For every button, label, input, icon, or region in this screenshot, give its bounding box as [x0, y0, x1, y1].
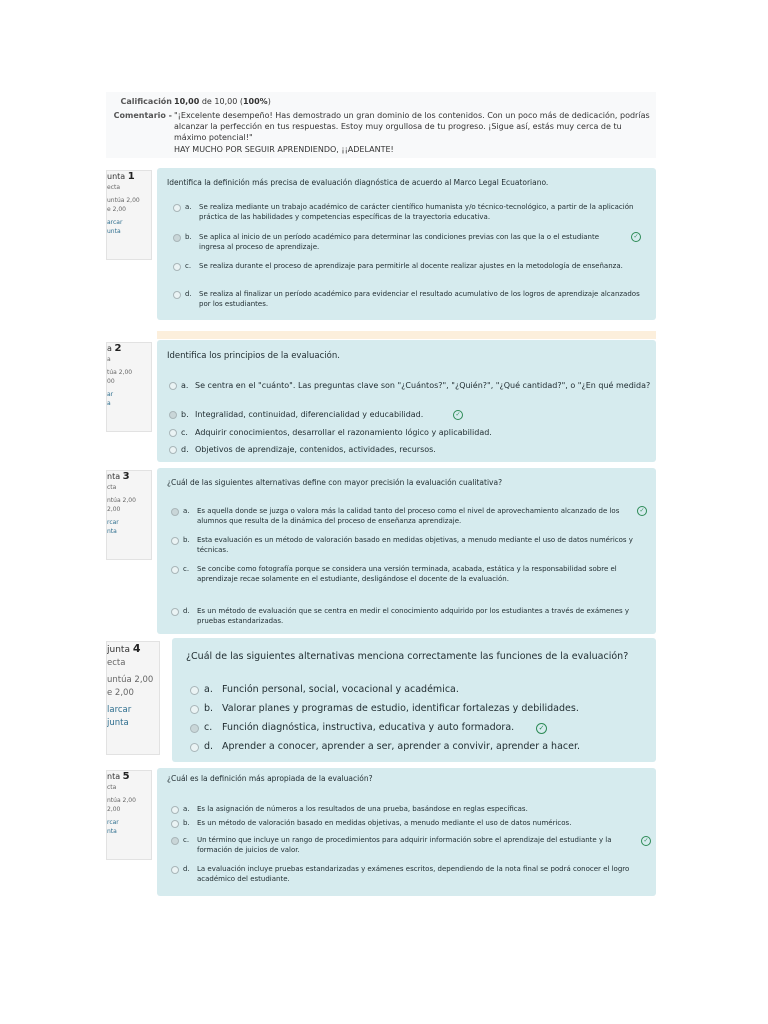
radio-icon[interactable] — [190, 743, 199, 752]
question-max-score: 2,00 — [107, 806, 121, 813]
flag-question-link[interactable]: larcar — [107, 705, 132, 715]
flag-question-link[interactable]: ar — [107, 391, 114, 398]
radio-icon[interactable] — [169, 382, 177, 390]
check-circle-icon: ✓ — [637, 506, 647, 516]
radio-icon[interactable] — [169, 429, 177, 437]
question-text: Identifica los principios de la evaluación. — [167, 351, 340, 361]
grade-row — [106, 96, 656, 107]
radio-icon[interactable] — [171, 608, 179, 616]
radio-icon[interactable] — [169, 411, 177, 419]
question-card-3: ¿Cuál de las siguientes alternativas define con mayor precisión la evaluación cualitativa? a. Es aquella donde se juzga o valora más la calidad tanto del proceso como el nivel de aprovechamiento alcanzado de los alumnos que resulta de la dinámica del proceso de enseñanza aprendizaje. ✓ b. Esta evaluación es un método de valoración basado en medidas objetivas, a menudo mediante el uso de datos numéricos y técnicas. c. Se concibe como fotografía porque se considera una versión terminada, acabada, estática y la responsabilidad sobre el aprendizaje recae solamente en el estudiante, desligándose el docente de la evaluación. d. Es un método de evaluación que se centra en medir el conocimiento adquirido por los estudiantes a través de exámenes y pruebas estandarizadas. — [157, 468, 656, 634]
question-number: nta 5 — [107, 771, 130, 782]
radio-icon[interactable] — [171, 537, 179, 545]
question-text: ¿Cuál de las siguientes alternativas menciona correctamente las funciones de la evaluación? — [186, 651, 629, 662]
check-circle-icon: ✓ — [536, 723, 547, 734]
question-state: a — [107, 356, 111, 363]
flag-question-link[interactable]: rcar — [107, 519, 119, 526]
grade-value: 10,00 de 10,00 (100%) — [174, 97, 271, 106]
radio-icon[interactable] — [173, 263, 181, 271]
radio-icon[interactable] — [171, 866, 179, 874]
question-max-score: 00 — [107, 378, 115, 385]
flag-question-link-2[interactable]: nta — [107, 828, 117, 835]
question-state: ecta — [107, 184, 121, 191]
question-text: Identifica la definición más precisa de evaluación diagnóstica de acuerdo al Marco Legal Ecuatoriano. — [167, 178, 549, 187]
question-card-2: Identifica los principios de la evaluación. a. Se centra en el "cuánto". Las preguntas clave son "¿Cuántos?", "¿Quién?", "¿Qué cantidad?", o "¿En qué medida? b. Integralidad, continuidad, diferencialidad y educabilidad. ✓ c. Adquirir conocimientos, desarrollar el razonamiento lógico y aplicabilidad. d. Objetivos de aprendizaje, contenidos, actividades, recursos. — [157, 340, 656, 462]
question-card-1: Identifica la definición más precisa de evaluación diagnóstica de acuerdo al Marco Legal Ecuatoriano. a. Se realiza mediante un trabajo académico de carácter científico humanista y/o técnico-tecnológico, a partir de la aplicación práctica de las habilidades y competencias específicas de la trayectoria educativa. b. Se aplica al inicio de un período académico para determinar las condiciones previas con las que la o el estudiante ingresa al proceso de aprendizaje. ✓ c. Se realiza durante el proceso de aprendizaje para permitirle al docente realizar ajustes en la metodología de enseñanza. d. Se realiza al finalizar un período académico para evidenciar el resultado acumulativo de los logros de aprendizaje alcanzados por los estudiantes. — [157, 168, 656, 320]
question-number: unta 1 — [107, 171, 135, 182]
question-card-4: ¿Cuál de las siguientes alternativas menciona correctamente las funciones de la evaluación? a. Función personal, social, vocacional y académica. b. Valorar planes y programas de estudio, identificar fortalezas y debilidades. c. Función diagnóstica, instructiva, educativa y auto formadora. ✓ d. Aprender a conocer, aprender a ser, aprender a convivir, aprender a hacer. — [172, 638, 656, 762]
question-score: ntúa 2,00 — [107, 797, 136, 804]
comment-row — [106, 110, 656, 156]
grade-label: Calificación — [120, 97, 172, 106]
question-number: a 2 — [107, 343, 122, 354]
comment-footer: HAY MUCHO POR SEGUIR APRENDIENDO, ¡¡ADELANTE! — [174, 145, 394, 154]
question-info — [106, 641, 160, 755]
review-summary — [106, 92, 656, 158]
question-card-5: ¿Cuál es la definición más apropiada de la evaluación? a. Es la asignación de números a los resultados de una prueba, basándose en reglas específicas. b. Es un método de valoración basado en medidas objetivas, a menudo mediante el uso de datos numéricos. c. Un término que incluye un rango de procedimientos para adquirir información sobre el aprendizaje del estudiante y la formación de juicios de valor. ✓ d. La evaluación incluye pruebas estandarizadas y exámenes escritos, dependiendo de la nota final se podrá conocer el logro académico del estudiante. — [157, 768, 656, 896]
radio-icon[interactable] — [173, 291, 181, 299]
question-info — [106, 470, 152, 560]
radio-icon[interactable] — [190, 724, 199, 733]
flag-question-link[interactable]: arcar — [107, 219, 123, 226]
question-max-score: e 2,00 — [107, 206, 126, 213]
radio-icon[interactable] — [190, 705, 199, 714]
question-info — [106, 770, 152, 860]
comment-text: "¡Excelente desempeño! Has demostrado un gran dominio de los contenidos. Con un poco más de dedicación, podrías alcanzar la perfección en tus respuestas. Estoy muy orgullosa de tu progreso. ¡Sigue así, estás muy cerca de tu máximo potencial!" — [174, 111, 650, 142]
check-circle-icon: ✓ — [631, 232, 641, 242]
radio-icon[interactable] — [171, 566, 179, 574]
flag-question-link-2[interactable]: a — [107, 400, 111, 407]
question-number: nta 3 — [107, 471, 130, 482]
question-score: túa 2,00 — [107, 369, 133, 376]
check-circle-icon: ✓ — [453, 410, 463, 420]
question-number: junta 4 — [107, 642, 141, 655]
comment-label: Comentario - — [113, 111, 172, 120]
radio-icon[interactable] — [190, 686, 199, 695]
question-text: ¿Cuál es la definición más apropiada de la evaluación? — [167, 774, 373, 783]
check-circle-icon: ✓ — [641, 836, 651, 846]
question-score: untúa 2,00 — [107, 675, 154, 685]
radio-icon[interactable] — [171, 820, 179, 828]
question-state: cta — [107, 784, 117, 791]
question-info — [106, 170, 152, 260]
radio-icon[interactable] — [173, 234, 181, 242]
radio-icon[interactable] — [173, 204, 181, 212]
question-state: cta — [107, 484, 117, 491]
question-state: ecta — [107, 658, 126, 668]
radio-icon[interactable] — [171, 837, 179, 845]
flag-question-link[interactable]: rcar — [107, 819, 119, 826]
radio-icon[interactable] — [171, 508, 179, 516]
question-max-score: 2,00 — [107, 506, 121, 513]
question-max-score: e 2,00 — [107, 688, 134, 698]
flag-question-link-2[interactable]: unta — [107, 228, 121, 235]
radio-icon[interactable] — [171, 806, 179, 814]
question-text: ¿Cuál de las siguientes alternativas define con mayor precisión la evaluación cualitativa? — [167, 478, 503, 487]
radio-icon[interactable] — [169, 446, 177, 454]
flag-question-link-2[interactable]: junta — [107, 718, 129, 728]
question-info — [106, 342, 152, 432]
notice-banner — [157, 331, 656, 339]
question-score: ntúa 2,00 — [107, 497, 136, 504]
flag-question-link-2[interactable]: nta — [107, 528, 117, 535]
question-score: untúa 2,00 — [107, 197, 140, 204]
